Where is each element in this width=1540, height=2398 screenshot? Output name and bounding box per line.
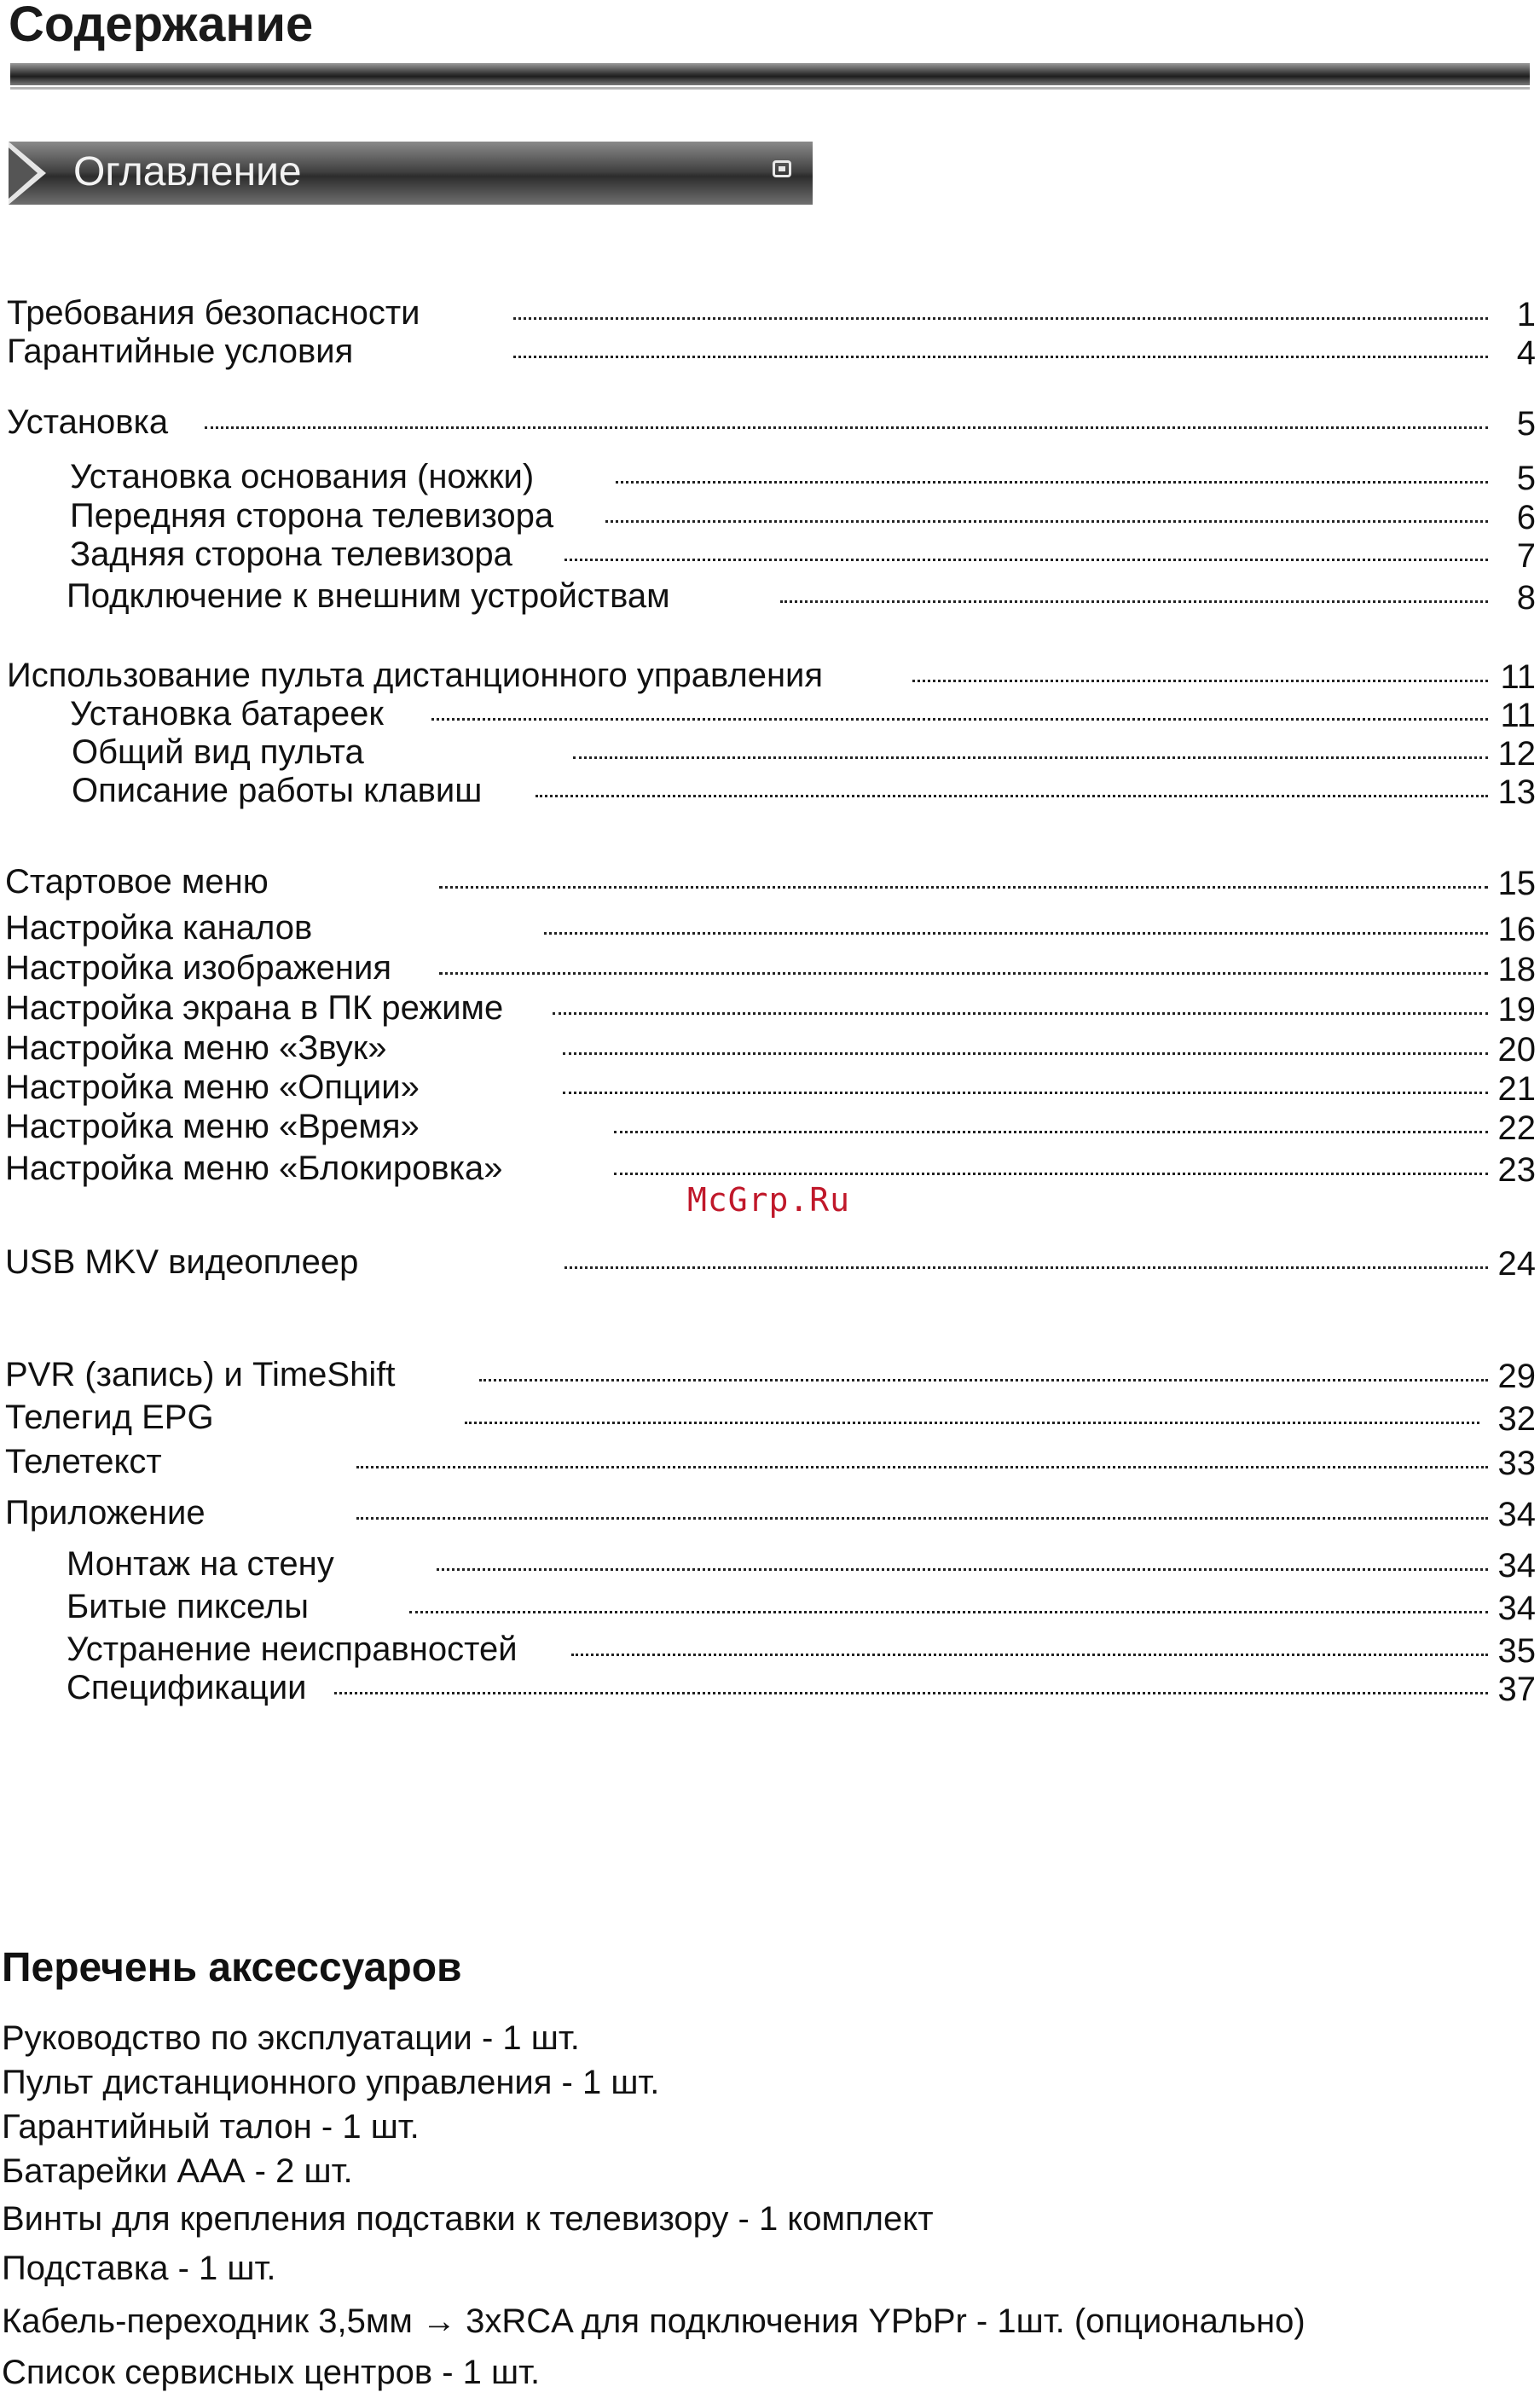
toc-entry-label: Настройка меню «Блокировка» xyxy=(5,1150,503,1187)
toc-entry-label: Настройка меню «Время» xyxy=(5,1108,420,1145)
toc-entry-label: Общий вид пульта xyxy=(72,733,364,771)
toc-entry-label: Передняя сторона телевизора xyxy=(70,497,554,535)
toc-entry[interactable] xyxy=(0,1399,1540,1436)
page-title: Содержание xyxy=(9,0,314,52)
toc-leader-dots xyxy=(334,1692,1488,1694)
toc-entry-label: Установка основания (ножки) xyxy=(70,458,535,495)
chevron-right-icon-inner xyxy=(9,148,38,199)
header-divider-shadow xyxy=(10,87,1530,90)
header-divider xyxy=(10,63,1530,85)
toc-entry-page: 16 xyxy=(1497,911,1536,948)
toc-entry-label: Монтаж на стену xyxy=(67,1545,334,1583)
toc-entry-page: 18 xyxy=(1497,951,1536,988)
toc-entry[interactable] xyxy=(0,458,1540,495)
toc-entry[interactable] xyxy=(0,949,1540,987)
toc-entry-label: Спецификации xyxy=(67,1669,307,1706)
accessory-item: Руководство по эксплуатации - 1 шт. xyxy=(2,2019,580,2057)
toc-leader-dots xyxy=(356,1466,1488,1468)
toc-entry-label: Телетекст xyxy=(5,1443,162,1480)
toc-entry-page: 23 xyxy=(1497,1151,1536,1189)
toc-entry[interactable] xyxy=(0,909,1540,947)
accessory-item: Винты для крепления подставки к телевизору - 1 комплект xyxy=(2,2200,934,2238)
accessory-item: Кабель-переходник 3,5мм → 3xRCA для подключения YPbPr - 1шт. (опционально) xyxy=(2,2302,1306,2340)
toc-entry-label: Использование пульта дистанционного управления xyxy=(7,657,824,694)
toc-entry-page: 13 xyxy=(1497,773,1536,811)
toc-leader-dots xyxy=(465,1422,1479,1424)
toc-leader-dots xyxy=(563,1052,1488,1055)
toc-entry-page: 7 xyxy=(1516,537,1536,575)
contents-banner xyxy=(9,142,813,205)
toc-entry-label: Настройка меню «Опции» xyxy=(5,1069,420,1106)
toc-leader-dots xyxy=(409,1611,1488,1613)
toc-leader-dots xyxy=(431,718,1488,721)
contents-banner-title: Оглавление xyxy=(73,149,302,194)
toc-leader-dots xyxy=(780,600,1488,603)
toc-entry-label: Установка батареек xyxy=(70,695,384,733)
toc-entry-page: 5 xyxy=(1516,460,1536,497)
toc-leader-dots xyxy=(544,932,1488,935)
toc-leader-dots xyxy=(439,972,1488,975)
toc-entry-page: 22 xyxy=(1497,1109,1536,1147)
toc-leader-dots xyxy=(614,1173,1488,1175)
toc-entry-label: Устранение неисправностей xyxy=(67,1631,518,1668)
toc-entry[interactable] xyxy=(0,772,1540,809)
toc-entry-label: Настройка экрана в ПК режиме xyxy=(5,989,504,1027)
toc-leader-dots xyxy=(439,886,1488,889)
toc-leader-dots xyxy=(614,1131,1488,1133)
toc-leader-dots xyxy=(356,1517,1488,1520)
toc-entry[interactable] xyxy=(0,403,1540,441)
toc-entry-page: 29 xyxy=(1497,1358,1536,1395)
toc-entry-page: 6 xyxy=(1516,499,1536,536)
toc-entry-label: Описание работы клавиш xyxy=(72,772,483,809)
toc-entry-label: Приложение xyxy=(5,1494,206,1532)
toc-leader-dots xyxy=(564,559,1488,561)
toc-leader-dots xyxy=(536,795,1488,797)
toc-entry-page: 35 xyxy=(1497,1632,1536,1670)
toc-entry[interactable] xyxy=(0,1545,1540,1583)
accessory-item: Список сервисных центров - 1 шт. xyxy=(2,2354,541,2391)
accessory-item: Подставка - 1 шт. xyxy=(2,2250,276,2287)
toc-leader-dots xyxy=(563,1092,1488,1094)
toc-leader-dots xyxy=(513,356,1488,358)
toc-entry[interactable] xyxy=(0,657,1540,694)
toc-entry-label: Настройка меню «Звук» xyxy=(5,1029,387,1067)
square-icon xyxy=(773,160,791,177)
toc-entry-label: Задняя сторона телевизора xyxy=(70,536,512,573)
toc-leader-dots xyxy=(513,317,1488,320)
toc-leader-dots xyxy=(605,520,1488,523)
toc-entry[interactable] xyxy=(0,733,1540,771)
toc-entry-page: 33 xyxy=(1497,1445,1536,1482)
toc-leader-dots xyxy=(573,756,1488,759)
toc-entry-page: 34 xyxy=(1497,1590,1536,1627)
toc-entry-page: 1 xyxy=(1516,296,1536,333)
toc-entry[interactable] xyxy=(0,1029,1540,1067)
toc-entry[interactable] xyxy=(0,1669,1540,1706)
toc-entry[interactable] xyxy=(0,1108,1540,1145)
toc-leader-dots xyxy=(571,1654,1488,1656)
toc-entry-page: 20 xyxy=(1497,1031,1536,1069)
toc-entry-label: Настройка каналов xyxy=(5,909,313,947)
toc-entry[interactable] xyxy=(0,1494,1540,1532)
toc-entry-label: Гарантийные условия xyxy=(7,333,354,370)
toc-entry-page: 19 xyxy=(1497,991,1536,1028)
toc-entry[interactable] xyxy=(0,1443,1540,1480)
toc-entry[interactable] xyxy=(0,695,1540,733)
toc-entry[interactable] xyxy=(0,333,1540,370)
toc-entry-page: 32 xyxy=(1497,1400,1536,1438)
toc-entry-page: 4 xyxy=(1516,334,1536,372)
toc-entry[interactable] xyxy=(0,497,1540,535)
toc-entry-page: 21 xyxy=(1497,1070,1536,1108)
accessories-title: Перечень аксессуаров xyxy=(2,1945,462,1990)
toc-entry[interactable] xyxy=(0,577,1540,615)
toc-entry-label: USB MKV видеоплеер xyxy=(5,1243,359,1281)
accessory-item: Пульт дистанционного управления - 1 шт. xyxy=(2,2064,660,2101)
accessory-item: Гарантийный талон - 1 шт. xyxy=(2,2108,420,2146)
toc-entry-page: 11 xyxy=(1500,658,1536,696)
toc-entry[interactable] xyxy=(0,989,1540,1027)
toc-leader-dots xyxy=(479,1379,1488,1381)
toc-entry[interactable] xyxy=(0,1631,1540,1668)
toc-entry[interactable] xyxy=(0,863,1540,901)
toc-leader-dots xyxy=(437,1568,1488,1571)
toc-entry-label: Стартовое меню xyxy=(5,863,269,901)
toc-entry[interactable] xyxy=(0,294,1540,332)
toc-entry-label: Установка xyxy=(7,403,169,441)
toc-leader-dots xyxy=(564,1266,1488,1269)
toc-leader-dots xyxy=(912,680,1488,682)
toc-leader-dots xyxy=(205,426,1488,429)
toc-leader-dots xyxy=(616,481,1488,484)
toc-entry-page: 15 xyxy=(1497,865,1536,902)
toc-entry-page: 5 xyxy=(1516,405,1536,443)
toc-entry-page: 34 xyxy=(1497,1547,1536,1584)
toc-entry-page: 8 xyxy=(1516,579,1536,617)
toc-leader-dots xyxy=(553,1012,1488,1015)
toc-entry-label: Требования безопасности xyxy=(7,294,420,332)
toc-entry-page: 12 xyxy=(1497,735,1536,773)
toc-entry-label: Подключение к внешним устройствам xyxy=(67,577,670,615)
toc-entry-page: 34 xyxy=(1497,1496,1536,1533)
watermark-text: McGrp.Ru xyxy=(687,1181,851,1219)
toc-entry[interactable] xyxy=(0,1243,1540,1281)
toc-entry[interactable] xyxy=(0,1588,1540,1625)
accessory-item: Батарейки ААА - 2 шт. xyxy=(2,2152,353,2190)
toc-entry[interactable] xyxy=(0,1356,1540,1393)
toc-entry-label: Битые пикселы xyxy=(67,1588,309,1625)
toc-entry[interactable] xyxy=(0,536,1540,573)
toc-entry-label: Телегид EPG xyxy=(5,1399,214,1436)
toc-entry[interactable] xyxy=(0,1069,1540,1106)
toc-entry-page: 24 xyxy=(1497,1245,1536,1283)
toc-entry-label: PVR (запись) и TimeShift xyxy=(5,1356,396,1393)
toc-entry-label: Настройка изображения xyxy=(5,949,392,987)
toc-entry-page: 37 xyxy=(1497,1671,1536,1708)
toc-entry-page: 11 xyxy=(1500,697,1536,734)
